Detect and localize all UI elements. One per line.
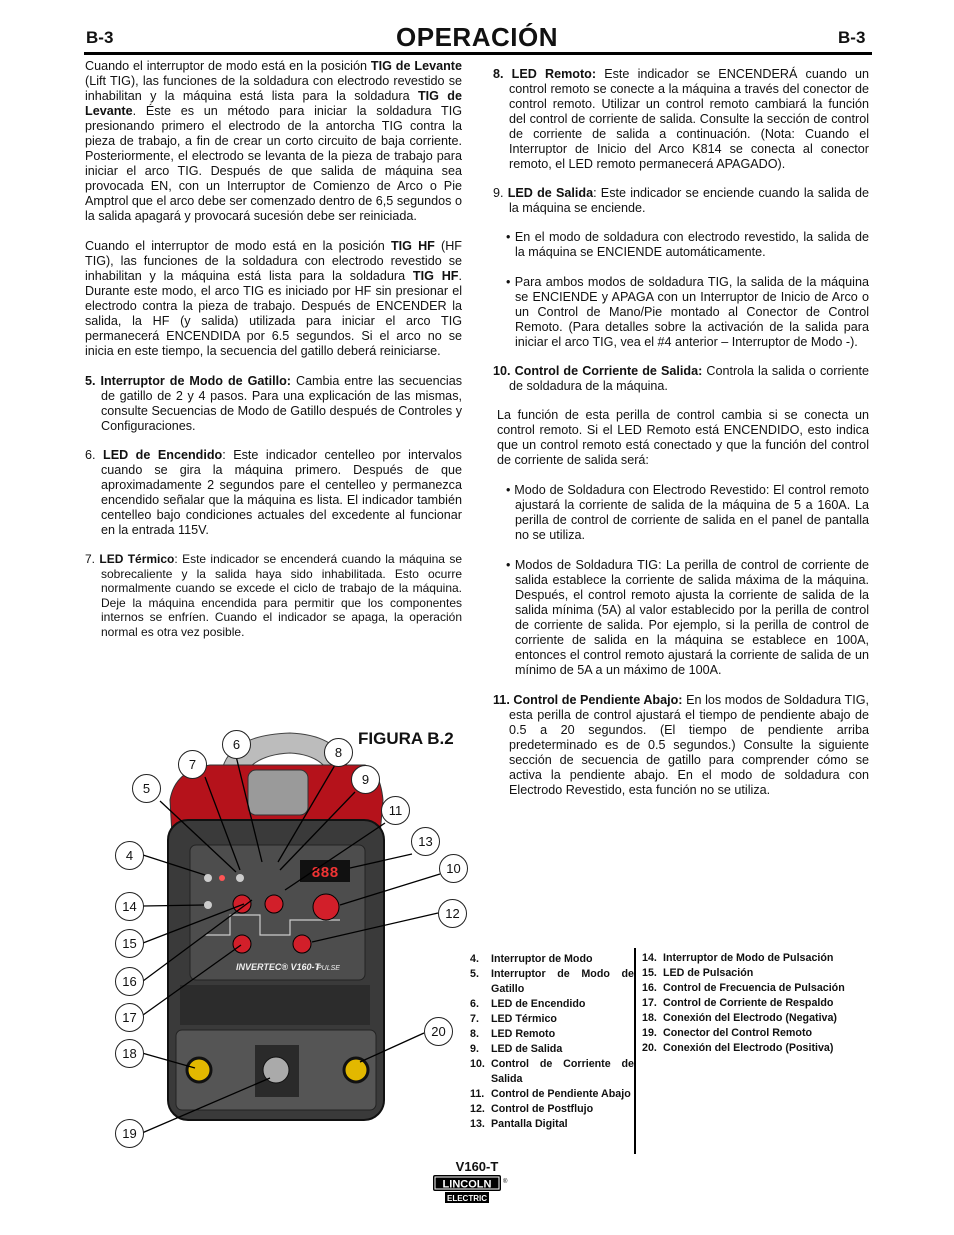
bullet-stick-mode-output: • En el modo de soldadura con electrodo revestido, la salida de la máquina se ENCIENDE automáticamente. bbox=[506, 230, 869, 259]
callout-6: 6 bbox=[222, 730, 251, 759]
model-number: V160-T bbox=[455, 1159, 499, 1174]
callout-16: 16 bbox=[115, 967, 144, 996]
item-10-output-control: 10. Control de Corriente de Salida: Controla la salida o corriente de soldadura de la máquina. bbox=[493, 364, 869, 393]
legend-item bbox=[642, 966, 868, 981]
item-8-remote-led: 8. LED Remoto: Este indicador se ENCENDERÁ cuando un control remoto se conecte a la máquina a través del conector de control remoto. Utilizar un control remoto cambiará la función del control de corriente de salida. Consulte la sección de control de corriente de salida a continuación. (Nota: Cuando el Interruptor de Inicio del Arco K814 se conecta al conector remoto, el LED remoto permanecerá APAGADO). bbox=[493, 67, 869, 171]
callout-11: 11 bbox=[381, 796, 410, 825]
lincoln-electric-logo bbox=[433, 1175, 508, 1204]
legend-label: Conector del Control Remoto bbox=[663, 1027, 813, 1039]
legend-item bbox=[470, 952, 634, 967]
page-title: OPERACIÓN bbox=[396, 22, 558, 52]
callout-18: 18 bbox=[115, 1039, 144, 1068]
handle-mount bbox=[248, 770, 308, 815]
legend-label: Pantalla Digital bbox=[491, 1118, 568, 1130]
legend-label: Interruptor de Modo bbox=[491, 953, 593, 965]
legend-item bbox=[642, 996, 868, 1011]
legend-label: Control de Corriente de Salida bbox=[491, 1058, 634, 1085]
legend-number: 17. bbox=[642, 997, 657, 1009]
legend-number: 14. bbox=[642, 952, 657, 964]
mode-switch bbox=[204, 874, 212, 882]
legend-label: LED de Salida bbox=[491, 1043, 563, 1055]
callout-9: 9 bbox=[351, 765, 380, 794]
legend-number: 12. bbox=[470, 1103, 485, 1115]
legend-item bbox=[470, 1102, 634, 1117]
legend-item bbox=[470, 997, 634, 1012]
pulse-switch bbox=[204, 901, 212, 909]
remote-function-paragraph: La función de esta perilla de control cambia si se conecta un control remoto. Si el LED Remoto está ENCENDIDO, esto indica que un control remoto está conectado y que la función del control de corriente de salida será: bbox=[497, 408, 869, 467]
item-11-downslope: 11. Control de Pendiente Abajo: En los modos de Soldadura TIG, esta perilla de control ajustará el tiempo de pendiente abajo de 0.5 a 20 segundos. (El tiempo de pendiente arriba predeterminado es de 0.5 segundos.) Consulte la siguiente sección de secuencia de gatillo para comprender cómo se activa la pendiente abajo. En el modo de soldadura con Electrodo Revestido, esta función no se utiliza. bbox=[493, 693, 870, 797]
model-badge: INVERTEC® V160-T bbox=[236, 962, 320, 972]
legend-divider bbox=[634, 948, 636, 1154]
legend-label: LED de Encendido bbox=[491, 998, 586, 1010]
callout-17: 17 bbox=[115, 1003, 144, 1032]
legend-label: LED Térmico bbox=[491, 1013, 557, 1025]
postflow-knob bbox=[265, 895, 283, 913]
negative-terminal bbox=[187, 1058, 211, 1082]
downslope-knob bbox=[233, 895, 251, 913]
callout-8: 8 bbox=[324, 738, 353, 767]
legend-number: 7. bbox=[470, 1013, 479, 1025]
callout-20: 20 bbox=[424, 1017, 453, 1046]
legend-item bbox=[470, 967, 634, 997]
legend-number: 4. bbox=[470, 953, 479, 965]
lift-tig-paragraph: Cuando el interruptor de modo está en la posición TIG de Levante (Lift TIG), las funciones de la soldadura con electrodo revestido se inhabilitan y la máquina está lista para la soldadura TIG de Levante. Éste es un método para iniciar la soldadura TIG presionando primero el electrodo de la antorcha TIG contra la pieza de trabajo, a fin de crear un corto circuito de baja corriente. Posteriormente, el electrodo se levanta de la pieza de trabajo para iniciar el arco TIG. Después de que salida de máquina sea provocada EN, con un Interruptor de Comienzo de Arco o Pie Amptrol que el arco debe ser comenzado dentro de 6,5 segundos o la salida apagará y provocará sucesión debe ser reiniciada. bbox=[85, 59, 463, 223]
callout-5: 5 bbox=[132, 774, 161, 803]
callout-4: 4 bbox=[115, 841, 144, 870]
legend-number: 15. bbox=[642, 967, 657, 979]
legend-label: Control de Pendiente Abajo bbox=[491, 1088, 631, 1100]
item-6-power-led: 6. LED de Encendido: Este indicador centelleo por intervalos cuando se gira la máquina primero. Después de que aproximadamente 2 segundos pare el centelleo y permanezca encendido señalar que la máquina es lista. El indicador también centelleo bajo condiciones actuales del excedente al funcionar en la entrada 115V. bbox=[85, 448, 462, 537]
svg-text:ELECTRIC: ELECTRIC bbox=[447, 1194, 487, 1203]
trigger-switch bbox=[236, 874, 244, 882]
legend-item bbox=[470, 1042, 634, 1057]
power-led bbox=[219, 875, 225, 881]
legend-number: 8. bbox=[470, 1028, 479, 1040]
bullet-stick-remote: • Modo de Soldadura con Electrodo Revestido: El control remoto ajustará la corriente de salida de la máquina de 5 a 160A. La perilla de control de corriente de salida en el panel de pantalla no se utiliza. bbox=[506, 483, 869, 542]
legend-label: Interruptor de Modo de Pulsación bbox=[663, 952, 834, 964]
legend-item bbox=[470, 1012, 634, 1027]
item-7-thermal-led: 7. LED Térmico: Este indicador se encenderá cuando la máquina se sobrecaliente y la salida haya sido inhabilitada. Esto ocurre normalmente cuando se excede el ciclo de trabajo de la máquina. Deje la máquina encendida para permitir que los componentes internos se enfríen. Cuando el indicador se apaga, la operación normal es otra vez posible. bbox=[85, 552, 463, 639]
legend-label: Conexión del Electrodo (Positiva) bbox=[663, 1042, 834, 1054]
legend-item bbox=[470, 1117, 634, 1132]
legend-item bbox=[470, 1087, 634, 1102]
legend-item bbox=[470, 1027, 634, 1042]
item-5-trigger-mode: 5. Interruptor de Modo de Gatillo: Cambia entre las secuencias de gatillo de 2 y 4 pasos. Para una explicación de las mismas, consulte Secuencias de Modo de Gatillo después de Controles y Configuraciones. bbox=[85, 374, 463, 433]
legend-number: 16. bbox=[642, 982, 657, 994]
bullet-tig-remote: • Modos de Soldadura TIG: La perilla de control de corriente de salida establece la corriente de salida máxima de la máquina. Después, el control remoto ajusta la corriente de salida de la salida mínima (5A) al valor establecido por la perilla de control de corriente de salida. Por ejemplo, si la perilla de control de corriente de salida en la máquina se establece en 100A, entonces el control remoto ajustará la corriente de salida de un mínimo de 5A a un máximo de 100A. bbox=[506, 558, 869, 677]
legend-item bbox=[642, 951, 868, 966]
legend-item bbox=[642, 1026, 868, 1041]
bullet-tig-mode-output: • Para ambos modos de soldadura TIG, la salida de la máquina se ENCIENDE y APAGA con un Interruptor de Inicio de Arco o un Control de Mano/Pie montado al Conector de Control Remoto. (Para detalles sobre la activación de la salida para iniciar el arco TIG, vea el #4 anterior – Interruptor de Modo -). bbox=[506, 275, 869, 349]
legend-label: LED Remoto bbox=[491, 1028, 556, 1040]
legend-item bbox=[642, 1041, 868, 1056]
legend-number: 5. bbox=[470, 968, 479, 980]
legend-item bbox=[470, 1057, 634, 1087]
callout-15: 15 bbox=[115, 929, 144, 958]
legend-number: 19. bbox=[642, 1027, 657, 1039]
callout-13: 13 bbox=[411, 827, 440, 856]
legend-number: 18. bbox=[642, 1012, 657, 1024]
positive-terminal bbox=[344, 1058, 368, 1082]
callout-10: 10 bbox=[439, 854, 468, 883]
figure-title: FIGURA B.2 bbox=[358, 729, 454, 748]
output-current-knob bbox=[313, 894, 339, 920]
section-code-right: B-3 bbox=[838, 28, 866, 47]
legend-label: LED de Pulsación bbox=[663, 967, 754, 979]
legend-item bbox=[642, 1011, 868, 1026]
callout-19: 19 bbox=[115, 1119, 144, 1148]
legend-number: 9. bbox=[470, 1043, 479, 1055]
legend-number: 10. bbox=[470, 1058, 485, 1070]
legend-number: 13. bbox=[470, 1118, 485, 1130]
legend-number: 20. bbox=[642, 1042, 657, 1054]
legend-label: Interruptor de Modo de Gatillo bbox=[491, 968, 634, 995]
hf-tig-paragraph: Cuando el interruptor de modo está en la posición TIG HF (HF TIG), las funciones de la soldadura con electrodo revestido se inhabilitan y la máquina está lista para la soldadura TIG HF. Durante este modo, el arco TIG es iniciado por HF sin presionar el electrodo contra la pieza de trabajo. Después de ENCENDER la salida, la HF (y salida) utilizada para iniciar el arco TIG permanecerá ENCENDIDA por 6.5 segundos. Si el arco no se inicia en este tiempo, la secuencia del gatillo deberá reiniciarse. bbox=[85, 239, 463, 358]
section-code-left: B-3 bbox=[86, 28, 114, 47]
background-current-knob bbox=[293, 935, 311, 953]
callout-7: 7 bbox=[178, 750, 207, 779]
model-badge-sub: PULSE bbox=[317, 965, 340, 972]
legend-number: 11. bbox=[470, 1088, 485, 1100]
callout-14: 14 bbox=[115, 892, 144, 921]
svg-text:®: ® bbox=[503, 1179, 508, 1185]
legend-label: Control de Corriente de Respaldo bbox=[663, 997, 834, 1009]
callout-12: 12 bbox=[438, 899, 467, 928]
item-9-output-led: 9. LED de Salida: Este indicador se enciende cuando la salida de la máquina se enciende. bbox=[493, 186, 869, 215]
legend-label: Control de Postflujo bbox=[491, 1103, 594, 1115]
display-digits: 888 bbox=[311, 865, 339, 882]
legend-label: Conexión del Electrodo (Negativa) bbox=[663, 1012, 837, 1024]
legend-left bbox=[470, 952, 634, 1132]
legend-item bbox=[642, 981, 868, 996]
legend-right bbox=[642, 951, 868, 1056]
pulse-frequency-knob bbox=[233, 935, 251, 953]
legend-label: Control de Frecuencia de Pulsación bbox=[663, 982, 845, 994]
vent-grille bbox=[180, 985, 370, 1025]
legend-number: 6. bbox=[470, 998, 479, 1010]
svg-text:LINCOLN: LINCOLN bbox=[442, 1178, 492, 1191]
